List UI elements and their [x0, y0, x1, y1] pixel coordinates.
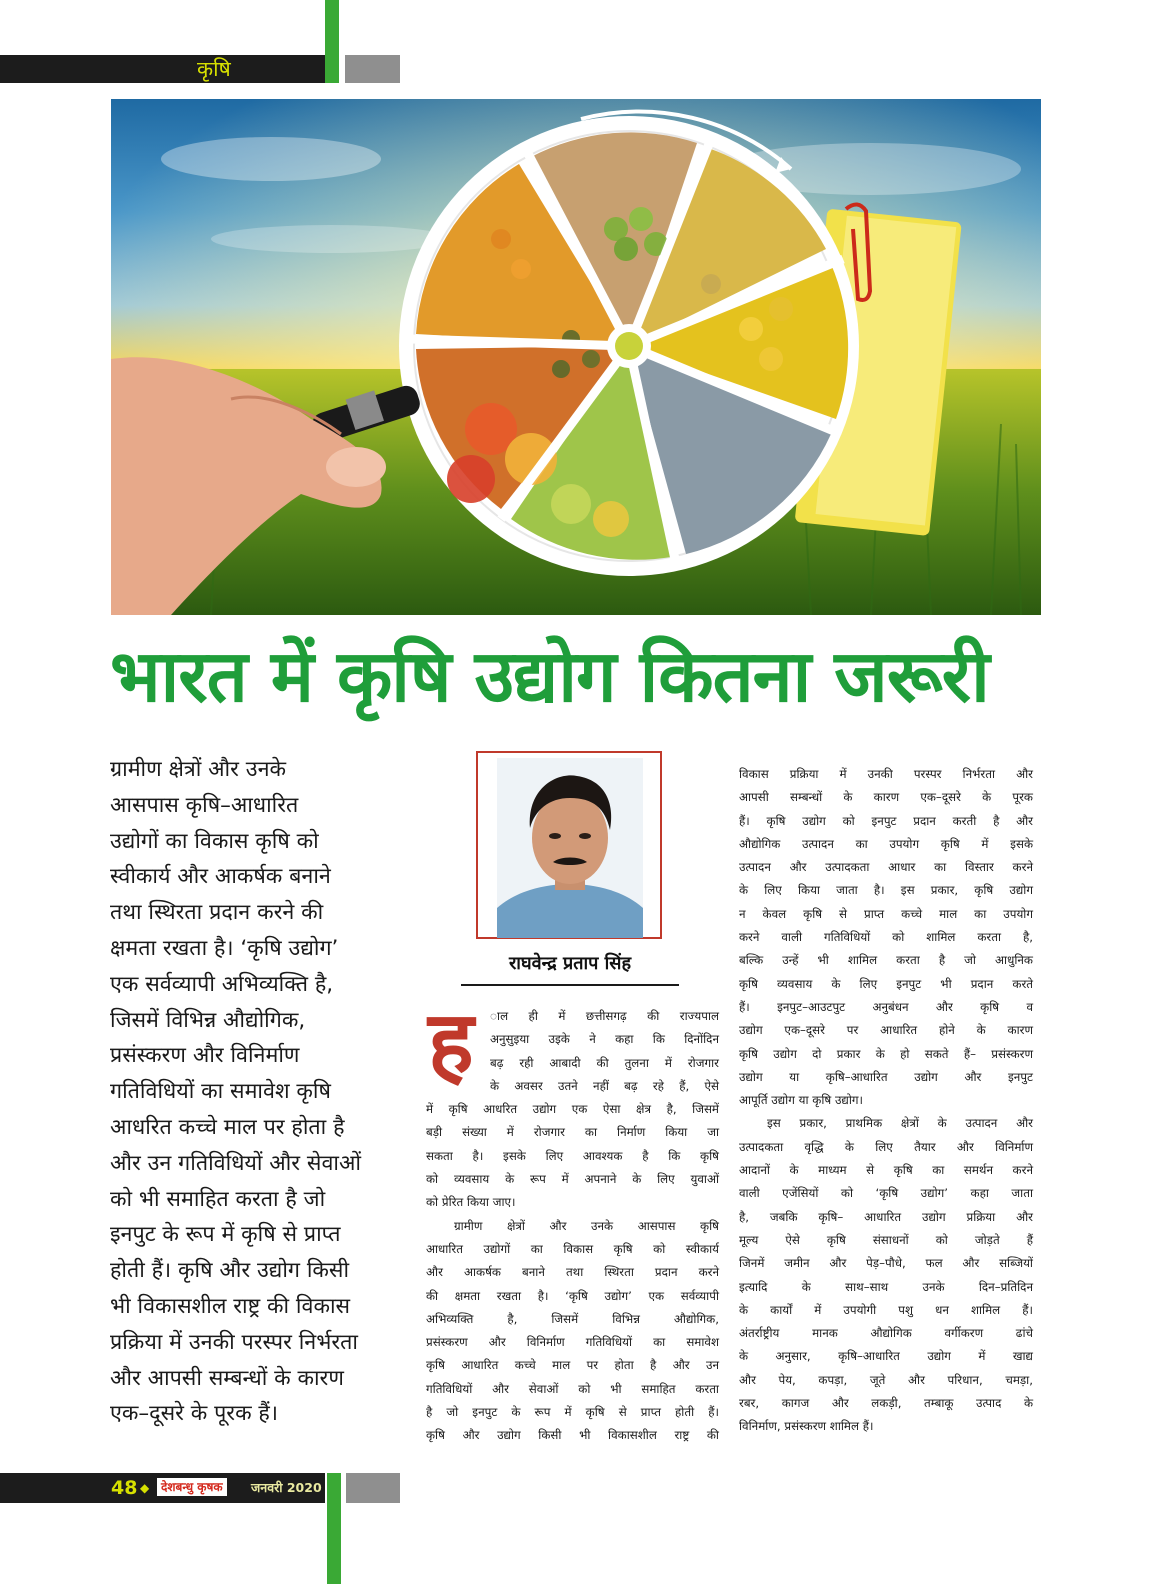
- body-line: कृषि व्यवसाय के लिए इनपुट भी प्रदान करते: [739, 976, 1033, 991]
- body-line: के अनुसार, कृषि–आधारित उद्योग में खाद्य: [739, 1349, 1033, 1364]
- footer-green-bar: [327, 1473, 341, 1584]
- intro-line: जिसमें विभिन्न औद्योगिक,: [110, 1007, 306, 1033]
- body-line: रबर, कागज और लकड़ी, तम्बाकू उत्पाद के: [739, 1396, 1033, 1411]
- body-line: के अवसर उतने नहीं बढ़ रहे हैं, ऐसे: [490, 1078, 719, 1093]
- issue-date: जनवरी 2020: [251, 1480, 322, 1495]
- body-line: उद्योग एक–दूसरे पर आधारित होने के कारण: [739, 1023, 1033, 1038]
- intro-line: उद्योगों का विकास कृषि को: [110, 828, 319, 854]
- header-green-bar: [325, 0, 339, 83]
- body-line: विकास प्रक्रिया में उनकी परस्पर निर्भरता और: [739, 767, 1033, 781]
- body-line: जिनमें जमीन और पेड़–पौधे, फल और सब्जियों: [739, 1256, 1033, 1271]
- hero-image: [111, 99, 1041, 615]
- intro-line: और उन गतिविधियों और सेवाओं: [110, 1150, 361, 1176]
- body-line: सकता है। इसके लिए आवश्यक है कि कृषि: [426, 1148, 719, 1163]
- body-line: को व्यवसाय के रूप में अपनाने के लिए युवाओं: [426, 1172, 719, 1187]
- body-line: बल्कि उन्हें भी शामिल करता है जो आधुनिक: [739, 953, 1033, 968]
- body-line: आदानों के माध्यम से कृषि का समर्थन करने: [739, 1163, 1033, 1178]
- body-line: के कार्यों में उपयोगी पशु धन शामिल हैं।: [739, 1302, 1033, 1317]
- intro-line: इनपुट के रूप में कृषि से प्राप्त: [110, 1222, 341, 1248]
- intro-line: को भी समाहित करता है जो: [110, 1186, 326, 1212]
- section-label: कृषि: [197, 57, 231, 81]
- body-line: हैं। कृषि उद्योग को इनपुट प्रदान करती है और: [739, 813, 1033, 828]
- body-line: गतिविधियों और सेवाओं को भी समाहित करता: [426, 1381, 719, 1396]
- intro-line: ग्रामीण क्षेत्रों और उनके: [110, 757, 287, 782]
- body-line: वाली एजेंसियों को ‘कृषि उद्योग’ कहा जाता: [739, 1186, 1033, 1201]
- intro-line: एक सर्वव्यापी अभिव्यक्ति है,: [110, 971, 334, 997]
- body-line: अनुसुइया उइके ने कहा कि दिनोंदिन: [490, 1032, 719, 1047]
- author-photo: [497, 758, 643, 938]
- intro-line: स्वीकार्य और आकर्षक बनाने: [110, 864, 331, 890]
- page-number: 48: [111, 1477, 138, 1499]
- body-line: आपूर्ति उद्योग या कृषि उद्योग।: [739, 1093, 864, 1108]
- header-gray-block: [345, 55, 400, 83]
- footer-gray-block: [346, 1473, 400, 1503]
- body-line: उत्पादन और उत्पादकता आधार का विस्तार करने: [739, 860, 1033, 875]
- body-line: है, जबकि कृषि– आधारित उद्योग प्रक्रिया और: [739, 1209, 1033, 1224]
- headline: भारत में कृषि उद्योग कितना जरूरी: [110, 634, 989, 718]
- body-column-right: [739, 763, 1033, 1439]
- intro-paragraph: [110, 752, 415, 1432]
- body-line: अभिव्यक्ति है, जिसमें विभिन्न औद्योगिक,: [426, 1311, 719, 1326]
- body-line: मूल्य ऐसे कृषि संसाधनों को जोड़ते हैं: [739, 1232, 1033, 1247]
- intro-line: आसपास कृषि–आधारित: [110, 792, 299, 818]
- body-line: बढ़ रही आबादी की तुलना में रोजगार: [490, 1055, 719, 1070]
- body-line: न केवल कृषि से प्राप्त कच्चे माल का उपयोग: [739, 906, 1033, 921]
- hero-illustration: [111, 99, 1041, 615]
- body-line: हैं। इनपुट–आउटपुट अनुबंधन और कृषि व: [739, 999, 1033, 1014]
- body-line: में कृषि आधरित उद्योग एक ऐसा क्षेत्र है, जिसमें: [426, 1102, 719, 1117]
- body-line: आधारित उद्योगों का विकास कृषि को स्वीकार्य: [426, 1241, 719, 1256]
- dropcap: ह: [428, 992, 474, 1093]
- body-line: करने वाली गतिविधियों को शामिल करता है,: [739, 930, 1033, 945]
- body-line: उत्पादकता वृद्धि के लिए तैयार और विनिर्माण: [739, 1139, 1033, 1154]
- body-line: ाल ही में छत्तीसगढ़ की राज्यपाल: [490, 1009, 719, 1023]
- body-line: कृषि उद्योग दो प्रकार के हो सकते हैं– प्रसंस्करण: [739, 1046, 1033, 1061]
- intro-line: आधरित कच्चे माल पर होता है: [110, 1114, 345, 1140]
- body-line: इत्यादि के साथ–साथ उनके दिन–प्रतिदिन: [739, 1279, 1033, 1294]
- intro-line: प्रक्रिया में उनकी परस्पर निर्भरता: [110, 1329, 358, 1355]
- body-line: की क्षमता रखता है। ‘कृषि उद्योग’ एक सर्वव्यापी: [426, 1288, 719, 1303]
- author-divider: [461, 984, 679, 986]
- body-line: है जो इनपुट के रूप में कृषि से प्राप्त होती हैं।: [426, 1405, 719, 1420]
- body-line: को प्रेरित किया जाए।: [426, 1195, 516, 1210]
- author-name: राघवेन्द्र प्रताप सिंह: [508, 953, 632, 974]
- body-line: विनिर्माण, प्रसंस्करण शामिल हैं।: [739, 1419, 874, 1434]
- body-line: अंतर्राष्ट्रीय मानक औद्योगिक वर्गीकरण ढांचे: [739, 1326, 1033, 1341]
- magazine-logo: देशबन्धु कृषक: [157, 1478, 227, 1496]
- author-portrait-icon: [497, 758, 643, 938]
- body-line: के लिए किया जाता है। इस प्रकार, कृषि उद्योग: [739, 883, 1033, 898]
- intro-line: भी विकासशील राष्ट्र की विकास: [110, 1293, 351, 1319]
- intro-line: एक–दूसरे के पूरक हैं।: [110, 1401, 278, 1427]
- body-line: इस प्रकार, प्राथमिक क्षेत्रों के उत्पादन और: [767, 1116, 1033, 1131]
- intro-line: प्रसंस्करण और विनिर्माण: [110, 1043, 300, 1069]
- body-line: औद्योगिक उत्पादन का उपयोग कृषि में इसके: [739, 836, 1033, 851]
- intro-line: गतिविधियों का समावेश कृषि: [110, 1079, 331, 1105]
- body-line: कृषि और उद्योग किसी भी विकासशील राष्ट्र की: [426, 1428, 719, 1443]
- intro-line: और आपसी सम्बन्धों के कारण: [110, 1365, 344, 1391]
- body-line: और पेय, कपड़ा, जूते और परिधान, चमड़ा,: [739, 1372, 1033, 1387]
- body-line: और आकर्षक बनाने तथा स्थिरता प्रदान करने: [426, 1265, 719, 1280]
- body-line: कृषि आधारित कच्चे माल पर होता है और उन: [426, 1358, 719, 1373]
- intro-line: होती हैं। कृषि और उद्योग किसी: [110, 1258, 350, 1284]
- body-line: बड़ी संख्या में रोजगार का निर्माण किया जा: [426, 1125, 719, 1140]
- body-line: आपसी सम्बन्धों के कारण एक–दूसरे के पूरक: [739, 790, 1033, 805]
- body-line: उद्योग या कृषि–आधारित उद्योग और इनपुट: [739, 1069, 1033, 1084]
- bullet-icon: ◆: [140, 1481, 150, 1495]
- body-line: प्रसंस्करण और विनिर्माण गतिविधियों का समावेश: [426, 1335, 719, 1350]
- intro-line: क्षमता रखता है। ‘कृषि उद्योग’: [110, 935, 339, 961]
- body-line: ग्रामीण क्षेत्रों और उनके आसपास कृषि: [454, 1218, 719, 1233]
- intro-line: तथा स्थिरता प्रदान करने की: [110, 900, 324, 926]
- body-column-middle: [426, 1005, 719, 1448]
- header-band: [0, 55, 325, 83]
